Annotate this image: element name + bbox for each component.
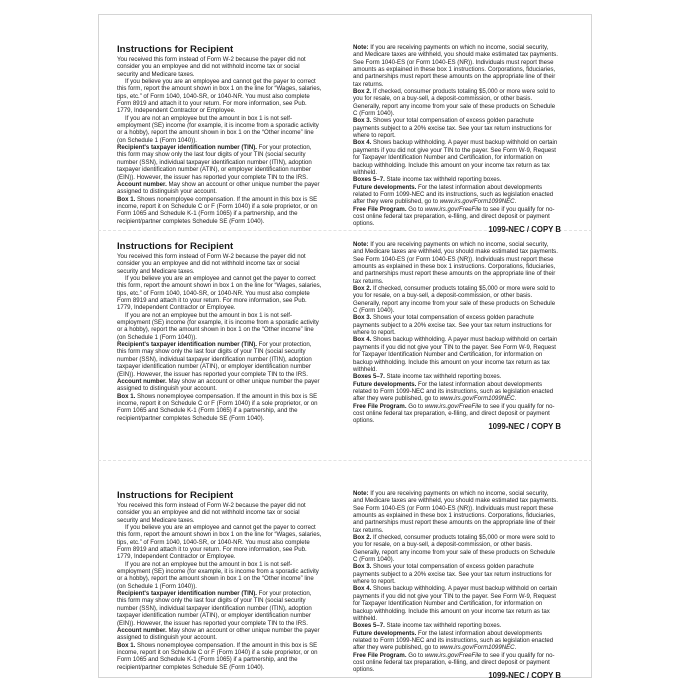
instructions-left-column: [117, 241, 322, 422]
paragraph-text: May show an account or other unique number the payer assigned to distinguish your account.: [117, 626, 320, 642]
instruction-paragraph: [117, 144, 322, 181]
instructions-right-column: [353, 241, 558, 425]
paragraph-heading: Free File Program.: [353, 205, 407, 213]
paragraph-text: If you believe you are an employee and cannot get the payer to correct this form, report the amount shown in box 1 on the line for “Wages, salaries, tips, etc.” of Form 1040, 1040-SR, or 1040-NR. You must also complete Form 8919 and attach it to your return. For more information, see Pub. 1779, Independent Contractor or Employee.: [117, 275, 322, 312]
instruction-paragraph: [353, 184, 558, 206]
instruction-paragraph: [117, 312, 322, 341]
instruction-paragraph: [353, 622, 558, 629]
paragraph-heading: Box 4.: [353, 139, 372, 147]
instruction-paragraph: [353, 44, 558, 88]
paragraph-text: If you are receiving payments on which no income, social security, and Medicare taxes are withheld, you should make estimated tax payments. See Form 1040-ES (or Form 1040-ES (NR)). Individuals must report these amounts as explained in these box 1 instructions. Corporations, fiduciaries, and partnerships must report these amounts on the appropriate line of their tax returns.: [353, 241, 558, 285]
paragraph-text: to see if you qualify for no-cost online federal tax preparation, e-filing, and direct deposit or payment options.: [353, 402, 555, 425]
paragraph-text: If you are not an employee but the amount in box 1 is not self-employment (SE) income (for example, it is income from a sporadic activity or a hobby), report the amount shown in box 1 on the “Other income” line (on Schedule 1 (Form 1040)).: [117, 311, 319, 341]
instruction-paragraph: [117, 524, 322, 561]
instruction-paragraph: [353, 241, 558, 285]
instructions-title: Instructions for Recipient: [117, 44, 234, 55]
irs-website-link[interactable]: www.irs.gov/FreeFile: [424, 402, 482, 410]
paragraph-text: For your protection, this form may show only the last four digits of your TIN (social security number (SSN), individual taxpayer identification number (ITIN), adoption taxpayer identification number (ATIN), or employer identification number (EIN)). However, the issuer has reported your complete TIN to the IRS.: [117, 144, 312, 181]
paragraph-heading: Future developments.: [353, 183, 417, 191]
paragraph-text: If checked, consumer products totaling $5,000 or more were sold to you for resale, on a buy-sell, a deposit-commission, or other basis. Generally, report any income from your sale of these products on Schedule C (Form 1040).: [353, 88, 556, 118]
instructions-left-column: [117, 490, 322, 671]
form-copy-label: 1099-NEC / COPY B: [488, 671, 561, 680]
form-copy-label: 1099-NEC / COPY B: [488, 225, 561, 234]
recipient-copy-section: [117, 490, 567, 680]
paragraph-heading: Box 4.: [353, 336, 372, 344]
recipient-copy-section: [117, 44, 567, 234]
irs-website-link[interactable]: www.irs.gov/Form1099NEC: [439, 395, 515, 403]
instructions-title: Instructions for Recipient: [117, 490, 234, 501]
irs-website-link[interactable]: www.irs.gov/Form1099NEC: [439, 644, 515, 652]
paragraph-heading: Free File Program.: [353, 651, 407, 659]
paragraph-text: If you are not an employee but the amount in box 1 is not self-employment (SE) income (for example, it is income from a sporadic activity or a hobby), report the amount shown in box 1 on the “Other income” line (on Schedule 1 (Form 1040)).: [117, 114, 319, 144]
paragraph-text: Shows backup withholding. A payer must backup withhold on certain payments if you did not give your TIN to the payer. See Form W-9, Request for Taxpayer Identification Number and Certification, for information on backup withholding. Include this amount on your income tax return as tax withheld.: [353, 139, 558, 176]
paragraph-heading: Future developments.: [353, 629, 417, 637]
paragraph-text: May show an account or other unique number the payer assigned to distinguish your account.: [117, 180, 320, 196]
irs-website-link[interactable]: www.irs.gov/Form1099NEC: [439, 198, 515, 206]
paragraph-heading: Recipient's taxpayer identification number (TIN).: [117, 341, 257, 349]
paragraph-heading: Account number.: [117, 626, 167, 634]
paragraph-heading: Box 3.: [353, 563, 372, 571]
instruction-paragraph: [117, 181, 322, 196]
paragraph-heading: Box 3.: [353, 117, 372, 125]
instruction-paragraph: [353, 373, 558, 380]
paragraph-heading: Boxes 5–7.: [353, 176, 385, 184]
paragraph-text: Shows nonemployee compensation. If the amount in this box is SE income, report it on Schedule C or F (Form 1040) if a sole proprietor, or on Form 1065 and Schedule K-1 (Form 1065) if a partnership, and the recipient/partner completes Schedule SE (Form 1040).: [117, 392, 318, 422]
instruction-paragraph: [117, 196, 322, 225]
instruction-paragraph: [117, 115, 322, 144]
paragraph-text: For your protection, this form may show only the last four digits of your TIN (social security number (SSN), individual taxpayer identification number (ITIN), adoption taxpayer identification number (ATIN), or employer identification number (EIN)). However, the issuer has reported your complete TIN to the IRS.: [117, 341, 312, 378]
paragraph-text: If checked, consumer products totaling $5,000 or more were sold to you for resale, on a buy-sell, a deposit-commission, or other basis. Generally, report any income from your sale of these products on Schedule C (Form 1040).: [353, 534, 556, 564]
instruction-paragraph: [353, 139, 558, 176]
instruction-paragraph: [353, 490, 558, 534]
paragraph-text: You received this form instead of Form W-2 because the payer did not consider you an employee and did not withhold income tax or social security and Medicare taxes.: [117, 56, 306, 78]
instruction-paragraph: [353, 314, 558, 336]
paragraph-heading: Box 3.: [353, 314, 372, 322]
instruction-paragraph: [353, 534, 558, 563]
paragraph-heading: Future developments.: [353, 380, 417, 388]
instruction-paragraph: [117, 502, 322, 524]
paragraph-text: If you are receiving payments on which no income, social security, and Medicare taxes are withheld, you should make estimated tax payments. See Form 1040-ES (or Form 1040-ES (NR)). Individuals must report these amounts as explained in these box 1 instructions. Corporations, fiduciaries, and partnerships must report these amounts on the appropriate line of their tax returns.: [353, 44, 558, 88]
paragraph-heading: Box 2.: [353, 534, 372, 542]
paragraph-heading: Free File Program.: [353, 402, 407, 410]
paragraph-text: For the latest information about developments related to Form 1099-NEC and its instructions, such as legislation enacted after they were published, go to: [353, 380, 554, 403]
paragraph-text: Shows nonemployee compensation. If the amount in this box is SE income, report it on Schedule C or F (Form 1040) if a sole proprietor, or on Form 1065 and Schedule K-1 (Form 1065) if a partnership, and the recipient/partner completes Schedule SE (Form 1040).: [117, 641, 318, 671]
instruction-paragraph: [353, 88, 558, 117]
paragraph-text: State income tax withheld reporting boxes.: [386, 622, 502, 630]
paragraph-text: If you believe you are an employee and cannot get the payer to correct this form, report the amount shown in box 1 on the line for “Wages, salaries, tips, etc.” of Form 1040, 1040-SR, or 1040-NR. You must also complete Form 8919 and attach it to your return. For more information, see Pub. 1779, Independent Contractor or Employee.: [117, 524, 322, 561]
paragraph-heading: Recipient's taxpayer identification number (TIN).: [117, 590, 257, 598]
perforation-line: [98, 460, 592, 461]
instruction-paragraph: [117, 275, 322, 312]
paragraph-heading: Account number.: [117, 180, 167, 188]
paragraph-text: If checked, consumer products totaling $5,000 or more were sold to you for resale, on a buy-sell, a deposit-commission, or other basis. Generally, report any income from your sale of these products on Schedule C (Form 1040).: [353, 285, 556, 315]
paragraph-heading: Box 2.: [353, 88, 372, 96]
paragraph-heading: Box 2.: [353, 285, 372, 293]
paragraph-text: State income tax withheld reporting boxes.: [386, 176, 502, 184]
paragraph-heading: Boxes 5–7.: [353, 622, 385, 630]
paragraph-heading: Boxes 5–7.: [353, 373, 385, 381]
instruction-paragraph: [353, 630, 558, 652]
instructions-left-column: [117, 44, 322, 225]
form-copy-label: 1099-NEC / COPY B: [488, 422, 561, 431]
instructions-title: Instructions for Recipient: [117, 241, 234, 252]
paragraph-text: For the latest information about developments related to Form 1099-NEC and its instructions, such as legislation enacted after they were published, go to: [353, 629, 554, 652]
instruction-paragraph: [353, 176, 558, 183]
instruction-paragraph: [353, 336, 558, 373]
paragraph-heading: Box 1.: [117, 195, 136, 203]
paragraph-text: .: [514, 644, 517, 652]
paragraph-text: Shows backup withholding. A payer must backup withhold on certain payments if you did not give your TIN to the payer. See Form W-9, Request for Taxpayer Identification Number and Certification, for information on backup withholding. Include this amount on your income tax return as tax withheld.: [353, 336, 558, 373]
instructions-right-column: [353, 490, 558, 674]
paragraph-heading: Note:: [353, 241, 369, 248]
paragraph-text: If you are not an employee but the amount in box 1 is not self-employment (SE) income (for example, it is income from a sporadic activity or a hobby), report the amount shown in box 1 on the “Other income” line (on Schedule 1 (Form 1040)).: [117, 560, 319, 590]
instruction-paragraph: [353, 563, 558, 585]
instruction-paragraph: [117, 561, 322, 590]
instruction-paragraph: [353, 585, 558, 622]
paragraph-heading: Account number.: [117, 377, 167, 385]
instruction-paragraph: [117, 56, 322, 78]
paragraph-text: Shows backup withholding. A payer must backup withhold on certain payments if you did not give your TIN to the payer. See Form W-9, Request for Taxpayer Identification Number and Certification, for information on backup withholding. Include this amount on your income tax return as tax withheld.: [353, 585, 558, 622]
paragraph-text: State income tax withheld reporting boxes.: [386, 373, 502, 381]
paragraph-text: For your protection, this form may show only the last four digits of your TIN (social security number (SSN), individual taxpayer identification number (ITIN), adoption taxpayer identification number (ATIN), or employer identification number (EIN)). However, the issuer has reported your complete TIN to the IRS.: [117, 590, 312, 627]
instruction-paragraph: [117, 378, 322, 393]
instruction-paragraph: [117, 642, 322, 671]
instruction-paragraph: [353, 117, 558, 139]
paragraph-heading: Box 4.: [353, 585, 372, 593]
paragraph-heading: Box 1.: [117, 392, 136, 400]
instruction-paragraph: [117, 627, 322, 642]
paragraph-text: Shows your total compensation of excess golden parachute payments subject to a 20% excise tax. See your tax return instructions for where to report.: [353, 563, 552, 586]
paragraph-text: May show an account or other unique number the payer assigned to distinguish your account.: [117, 377, 320, 393]
paragraph-text: Shows your total compensation of excess golden parachute payments subject to a 20% excise tax. See your tax return instructions for where to report.: [353, 117, 552, 140]
paragraph-text: .: [514, 395, 517, 403]
paragraph-heading: Recipient's taxpayer identification number (TIN).: [117, 144, 257, 152]
paragraph-text: Go to: [408, 205, 425, 213]
paragraph-text: If you are receiving payments on which no income, social security, and Medicare taxes are withheld, you should make estimated tax payments. See Form 1040-ES (or Form 1040-ES (NR)). Individuals must report these amounts as explained in these box 1 instructions. Corporations, fiduciaries, and partnerships must report these amounts on the appropriate line of their tax returns.: [353, 490, 558, 534]
instruction-paragraph: [353, 285, 558, 314]
instruction-paragraph: [117, 78, 322, 115]
paragraph-text: Go to: [408, 651, 425, 659]
paragraph-text: .: [514, 198, 517, 206]
paragraph-heading: Box 1.: [117, 641, 136, 649]
instruction-paragraph: [117, 341, 322, 378]
instruction-paragraph: [117, 393, 322, 422]
instructions-right-column: [353, 44, 558, 228]
paragraph-text: For the latest information about developments related to Form 1099-NEC and its instructions, such as legislation enacted after they were published, go to: [353, 183, 554, 206]
irs-website-link[interactable]: www.irs.gov/FreeFile: [424, 205, 482, 213]
paragraph-heading: Note:: [353, 44, 369, 51]
paragraph-text: You received this form instead of Form W-2 because the payer did not consider you an employee and did not withhold income tax or social security and Medicare taxes.: [117, 502, 306, 524]
instruction-paragraph: [117, 590, 322, 627]
recipient-copy-section: [117, 241, 567, 431]
irs-website-link[interactable]: www.irs.gov/FreeFile: [424, 651, 482, 659]
instruction-paragraph: [117, 253, 322, 275]
paragraph-text: to see if you qualify for no-cost online federal tax preparation, e-filing, and direct deposit or payment options.: [353, 205, 555, 228]
paragraph-text: Go to: [408, 402, 425, 410]
paragraph-text: Shows nonemployee compensation. If the amount in this box is SE income, report it on Schedule C or F (Form 1040) if a sole proprietor, or on Form 1065 and Schedule K-1 (Form 1065) if a partnership, and the recipient/partner completes Schedule SE (Form 1040).: [117, 195, 318, 225]
instruction-paragraph: [353, 381, 558, 403]
paragraph-text: to see if you qualify for no-cost online federal tax preparation, e-filing, and direct deposit or payment options.: [353, 651, 555, 674]
paragraph-text: If you believe you are an employee and cannot get the payer to correct this form, report the amount shown in box 1 on the line for “Wages, salaries, tips, etc.” of Form 1040, 1040-SR, or 1040-NR. You must also complete Form 8919 and attach it to your return. For more information, see Pub. 1779, Independent Contractor or Employee.: [117, 78, 322, 115]
paragraph-heading: Note:: [353, 490, 369, 497]
paragraph-text: Shows your total compensation of excess golden parachute payments subject to a 20% excise tax. See your tax return instructions for where to report.: [353, 314, 552, 337]
paragraph-text: You received this form instead of Form W-2 because the payer did not consider you an employee and did not withhold income tax or social security and Medicare taxes.: [117, 253, 306, 275]
